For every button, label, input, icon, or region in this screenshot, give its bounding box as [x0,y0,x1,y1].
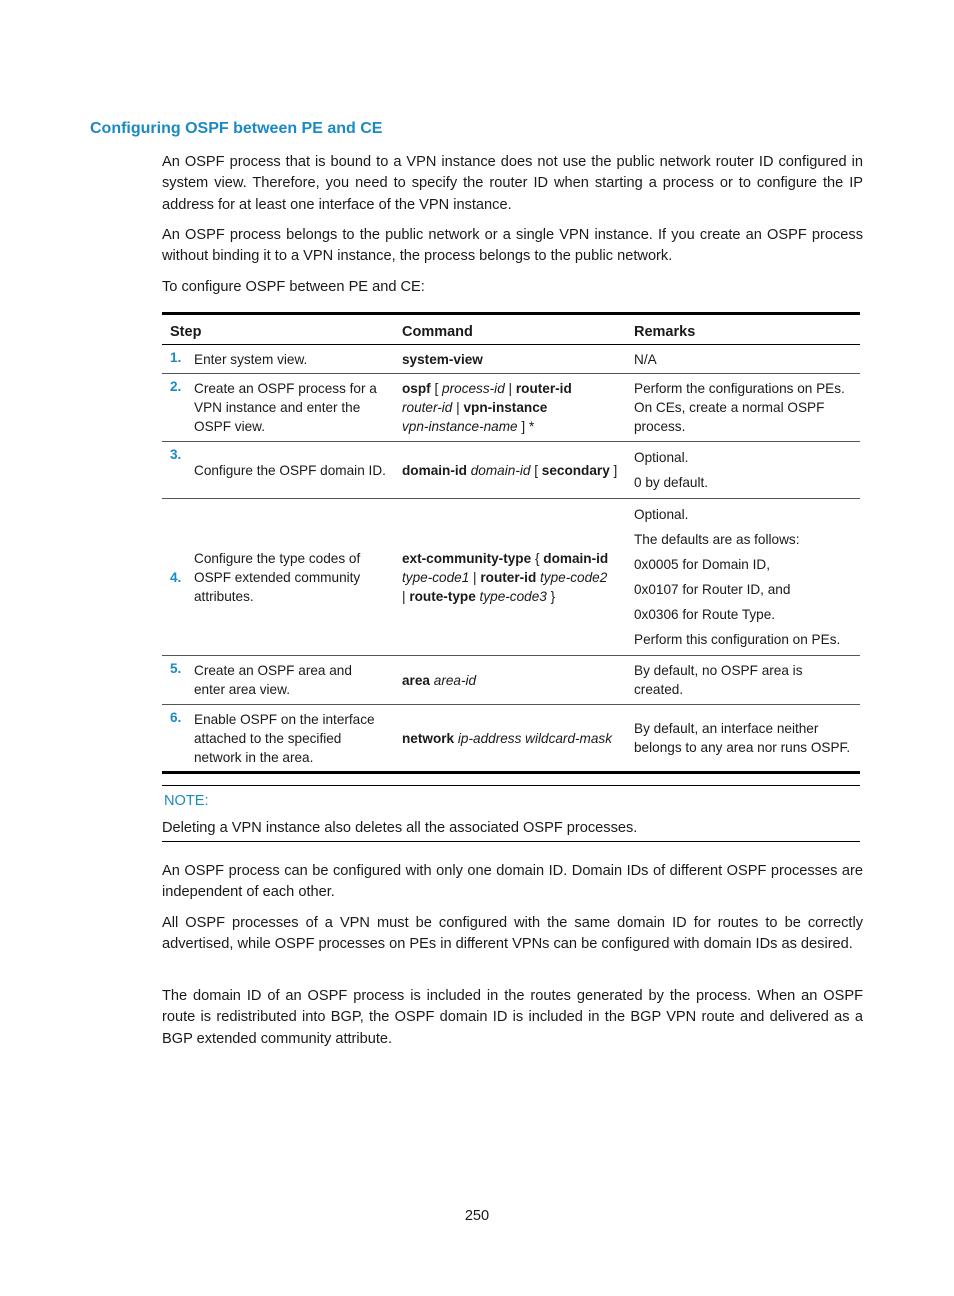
table-row [162,374,860,442]
command-syntax: | [469,569,481,585]
step-number: 6. [170,710,182,725]
command-keyword: secondary [541,462,610,478]
command-syntax: ] [609,462,618,478]
command-syntax: { [531,550,544,566]
step-remarks [626,705,860,773]
step-command [394,656,626,705]
command-keyword: network [402,730,455,746]
command-argument: type-code1 [402,569,470,585]
header-step: Step [162,314,394,345]
table-row [162,499,860,656]
section-heading: Configuring OSPF between PE and CE [90,120,383,137]
command-argument: domain-id [466,462,531,478]
step-remarks [626,442,860,499]
command-argument: type-code3 [475,588,547,604]
step-remarks [626,656,860,705]
table-header-row [162,314,860,345]
command-keyword: system-view [402,351,483,367]
step-number: 5. [162,656,186,705]
remark-line: 0x0005 for Domain ID, [634,557,771,572]
step-remarks [626,345,860,374]
command-syntax: } [546,588,556,604]
paragraph: An OSPF process belongs to the public network or a single VPN instance. If you create an OSPF process without binding it to a VPN instance, the process belongs to the public network. [162,227,863,265]
table-row [162,442,860,499]
step-remarks [626,499,860,656]
step-description: Configure the type codes of OSPF extended community attributes. [186,499,394,656]
command-keyword: area [402,672,430,688]
paragraph: An OSPF process can be configured with only one domain ID. Domain IDs of different OSPF processes are independent of each other. [162,863,863,901]
note-top-rule [162,785,860,786]
command-argument: ip-address wildcard-mask [454,730,613,746]
note-bottom-rule [162,841,860,842]
paragraph: An OSPF process that is bound to a VPN instance does not use the public network router ID configured in system view. Therefore, you need to specify the router ID when starting a process or to configure the IP address for at least one interface of the VPN instance. [162,154,863,213]
remark-line: By default, no OSPF area is created. [634,663,803,697]
step-description: Configure the OSPF domain ID. [186,442,394,499]
paragraph: All OSPF processes of a VPN must be configured with the same domain ID for routes to be correctly advertised, while OSPF processes on PEs in different VPNs can be configured with domain IDs as desired. [162,915,863,953]
remark-line: Perform this configuration on PEs. [634,632,841,647]
note-label: NOTE: [164,793,209,809]
table-row [162,656,860,705]
command-argument: type-code2 [536,569,608,585]
command-argument: vpn-instance-name [402,419,518,434]
page-number: 250 [464,1208,490,1224]
step-description: Enable OSPF on the interface attached to the specified network in the area. [194,711,375,765]
header-command: Command [394,314,626,345]
step-number: 3. [162,442,186,499]
command-keyword: ext-community-type [402,550,532,566]
remark-line: Perform the configurations on PEs. On CEs, create a normal OSPF process. [634,381,845,434]
command-syntax: [ [430,381,443,396]
remark-line: 0x0107 for Router ID, and [634,582,791,597]
remark-line: 0 by default. [634,475,709,490]
command-syntax: | [504,381,516,396]
command-keyword: router-id [480,569,537,585]
step-command [394,705,626,773]
step-command [394,499,626,656]
remark-line: 0x0306 for Route Type. [634,607,776,622]
step-description: Create an OSPF process for a VPN instance and enter the OSPF view. [186,374,394,442]
command-argument: router-id [402,400,453,415]
command-syntax: [ [530,462,542,478]
step-number: 2. [162,374,186,442]
step-remarks [626,374,860,442]
command-syntax: | [452,400,464,415]
command-keyword: domain-id [402,462,467,478]
table-row [162,705,860,773]
remark-line: Optional. [634,507,689,522]
paragraph: To configure OSPF between PE and CE: [162,279,425,295]
command-argument: process-id [442,381,505,396]
command-keyword: domain-id [543,550,609,566]
command-argument: area-id [429,672,477,688]
step-number: 4. [162,499,186,656]
command-syntax: ] * [517,419,535,434]
step-command [394,374,626,442]
configuration-table [162,312,860,774]
command-keyword: route-type [409,588,476,604]
command-keyword: ospf [402,381,431,396]
note-text: Deleting a VPN instance also deletes all the associated OSPF processes. [162,820,638,836]
header-remarks: Remarks [626,314,860,345]
step-description: Create an OSPF area and enter area view. [186,656,394,705]
step-number: 1. [162,345,186,374]
remark-line: N/A [634,351,657,367]
command-keyword: vpn-instance [463,400,548,415]
remark-line: Optional. [634,450,689,465]
step-command [394,442,626,499]
step-description: Enter system view. [186,345,394,374]
table-row [162,345,860,374]
remark-line: The defaults are as follows: [634,532,800,547]
command-syntax: | [402,588,410,604]
step-command [394,345,626,374]
remark-line: By default, an interface neither belongs to any area nor runs OSPF. [634,721,851,755]
command-keyword: router-id [515,381,572,396]
paragraph: The domain ID of an OSPF process is included in the routes generated by the process. When an OSPF route is redistributed into BGP, the OSPF domain ID is included in the BGP VPN route and delivered as a BGP extended community attribute. [162,988,863,1047]
